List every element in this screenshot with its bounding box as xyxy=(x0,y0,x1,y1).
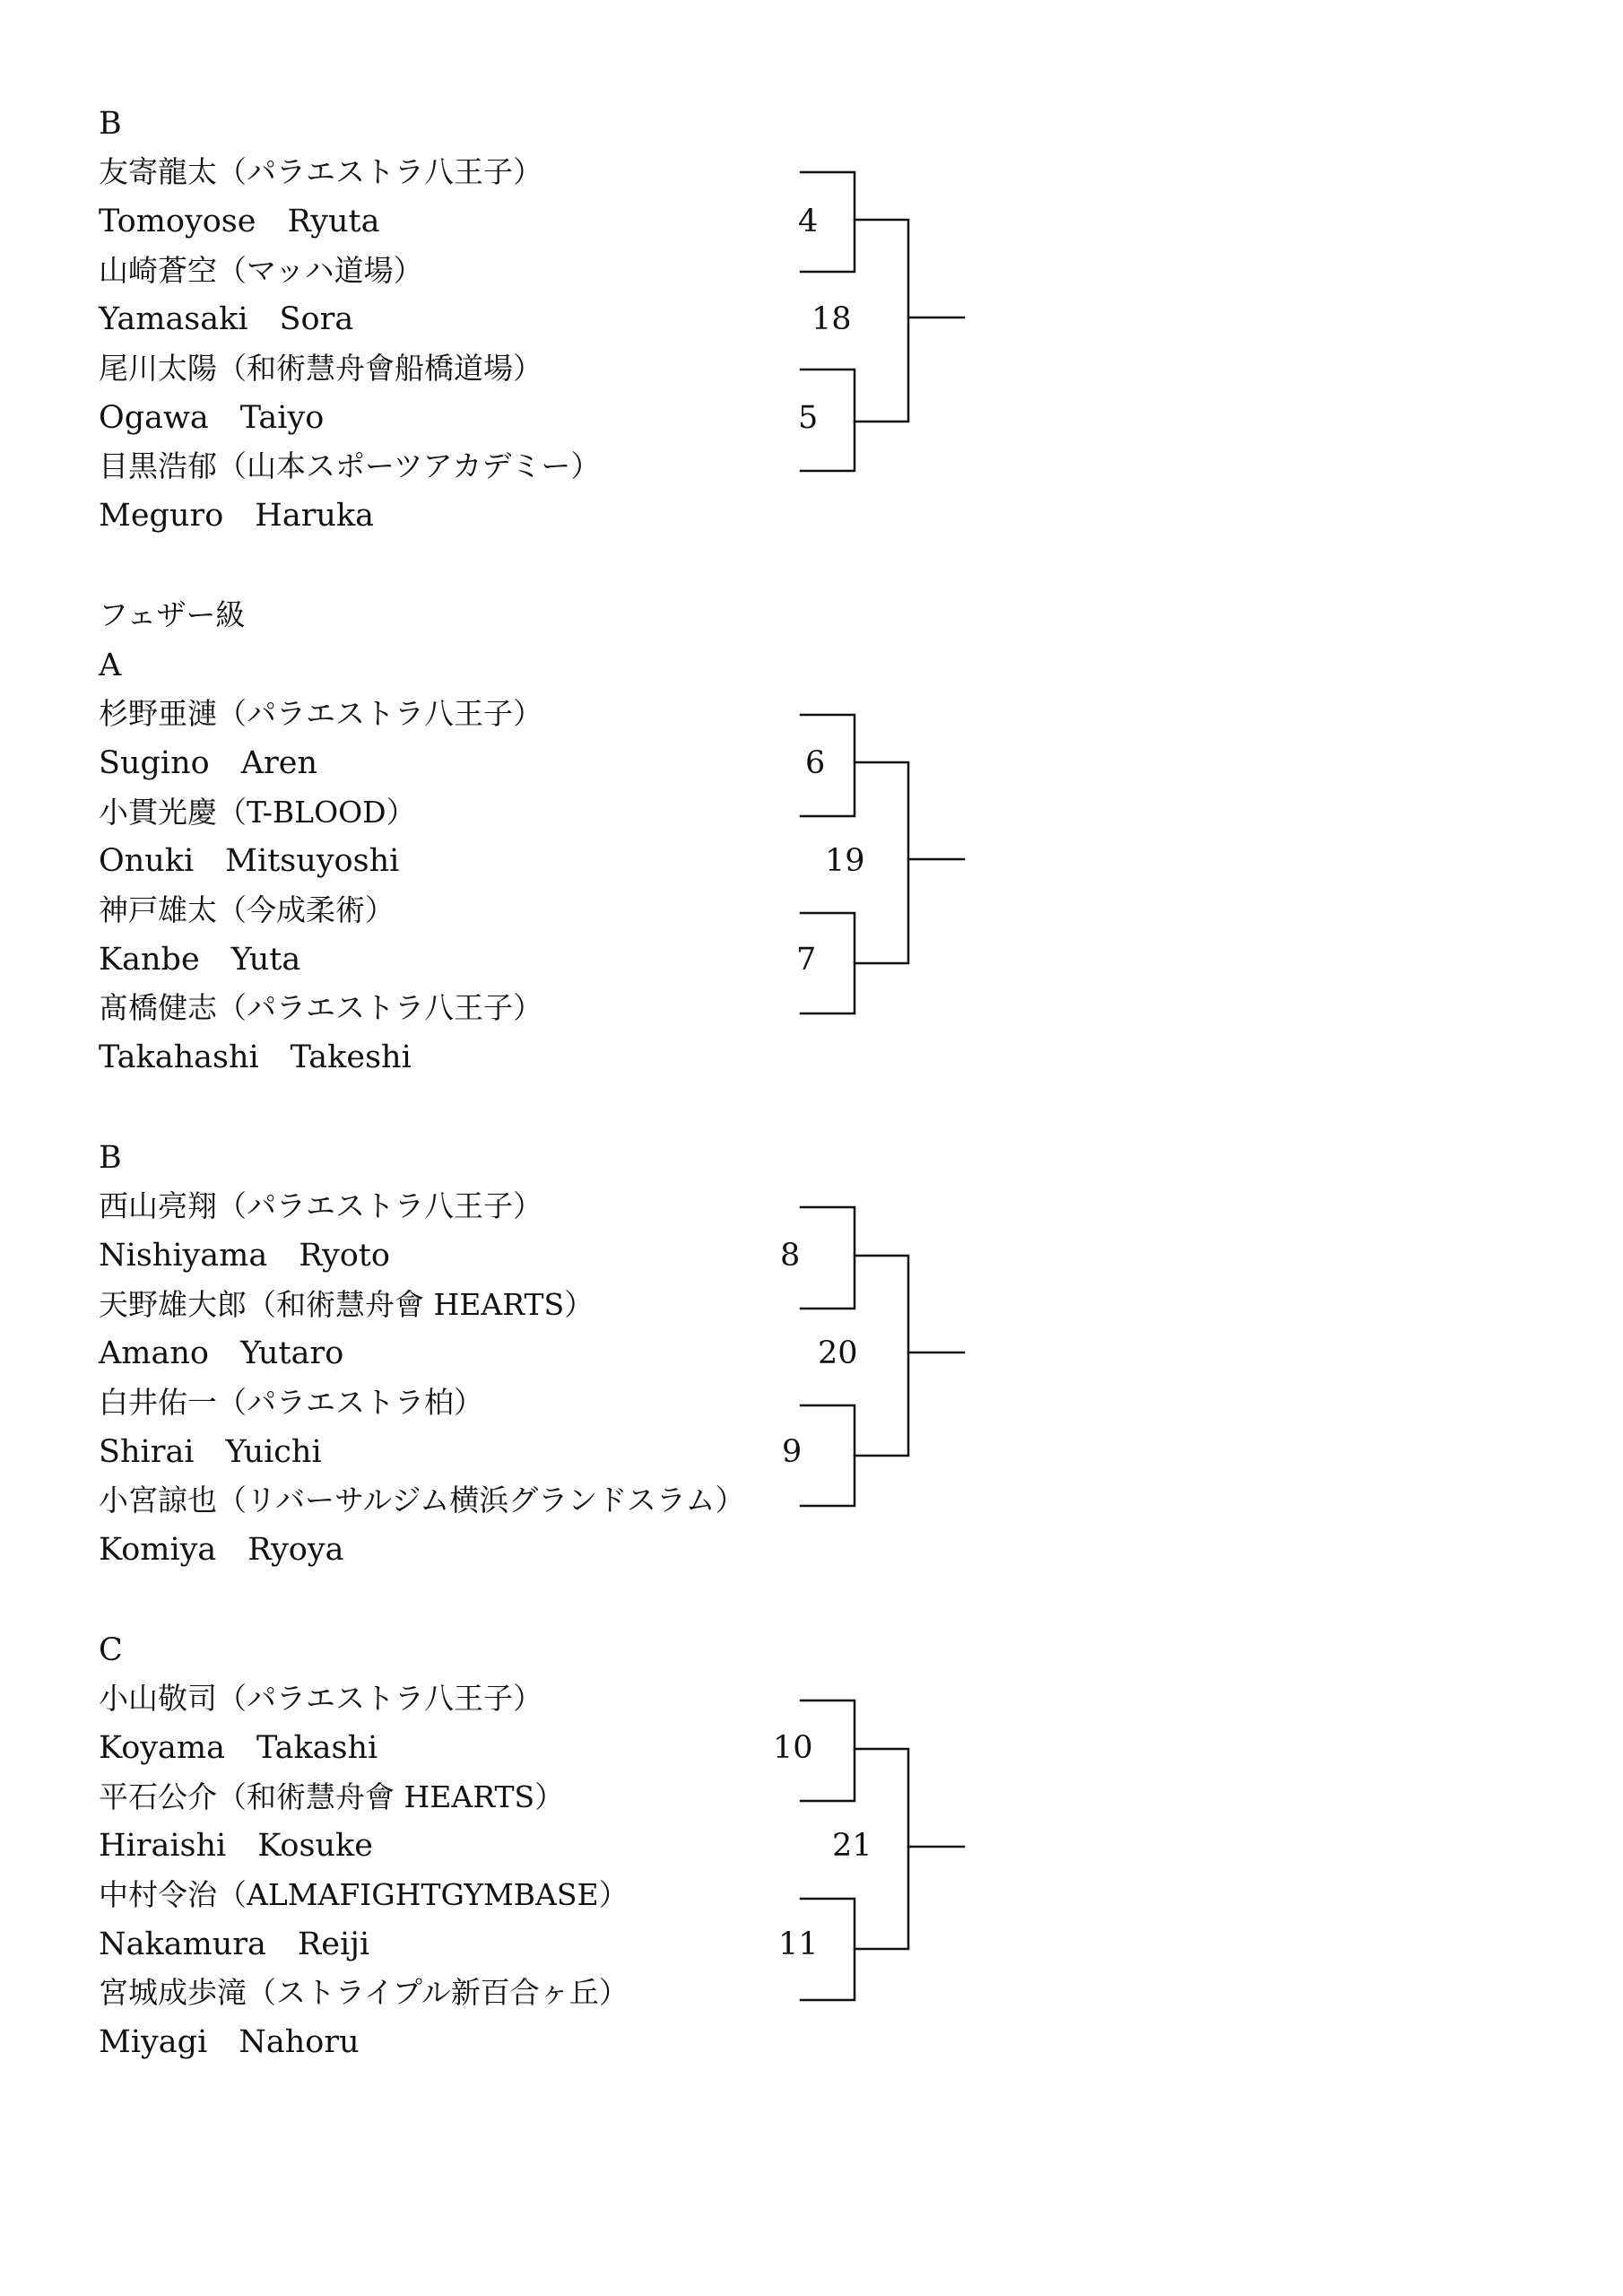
bracket-line xyxy=(801,1899,855,2000)
match-number: 19 xyxy=(825,843,865,879)
match-number: 7 xyxy=(796,942,817,978)
pool-label: A xyxy=(99,648,122,683)
bracket-line xyxy=(855,220,908,422)
bracket-section-4 xyxy=(801,1700,964,2000)
entrant-en-name: Shirai Yuichi xyxy=(99,1434,322,1470)
match-number: 20 xyxy=(818,1335,858,1371)
entrant-jp-name: 宮城成歩滝（ストライプル新百合ヶ丘） xyxy=(99,1975,629,2010)
bracket-line xyxy=(801,1207,855,1309)
match-number: 11 xyxy=(778,1926,819,1962)
entrant-en-name: Sugino Aren xyxy=(99,745,317,781)
match-number: 4 xyxy=(798,204,819,239)
entrant-en-name: Kanbe Yuta xyxy=(99,942,301,978)
match-number: 18 xyxy=(812,301,852,337)
entrant-jp-name: 中村令治（ALMAFIGHTGYMBASE） xyxy=(99,1877,629,1912)
bracket-line xyxy=(801,172,855,272)
pool-label: B xyxy=(99,106,122,142)
entrant-en-name: Yamasaki Sora xyxy=(99,301,354,337)
bracket-line xyxy=(855,762,908,963)
entrant-jp-name: 平石公介（和術慧舟會 HEARTS） xyxy=(99,1779,565,1814)
entrant-jp-name: 小宮諒也（リバーサルジム横浜グランドスラム） xyxy=(99,1483,745,1518)
entrant-en-name: Meguro Haruka xyxy=(99,498,375,534)
entrant-jp-name: 杉野亜漣（パラエストラ八王子） xyxy=(99,696,542,731)
entrant-en-name: Miyagi Nahoru xyxy=(99,2024,360,2060)
entrant-jp-name: 天野雄大郎（和術慧舟會 HEARTS） xyxy=(99,1287,595,1322)
entrant-jp-name: 髙橋健志（パラエストラ八王子） xyxy=(99,990,542,1025)
match-number: 8 xyxy=(780,1238,801,1274)
bracket-section-1 xyxy=(801,172,964,471)
bracket-section-2 xyxy=(801,715,964,1013)
entrant-en-name: Takahashi Takeshi xyxy=(99,1039,412,1075)
entrant-jp-name: 白井佑一（パラエストラ柏） xyxy=(99,1385,483,1420)
entrant-jp-name: 神戸雄太（今成柔術） xyxy=(99,892,395,927)
pool-label: C xyxy=(99,1632,123,1668)
bracket-line xyxy=(801,1405,855,1506)
entrant-jp-name: 小山敬司（パラエストラ八王子） xyxy=(99,1681,542,1716)
entrant-jp-name: 目黒浩郁（山本スポーツアカデミー） xyxy=(99,448,601,483)
entrant-jp-name: 小貫光慶（T-BLOOD） xyxy=(99,795,416,830)
bracket-line xyxy=(801,913,855,1013)
entrant-en-name: Onuki Mitsuyoshi xyxy=(99,843,400,879)
bracket-line xyxy=(801,1700,855,1801)
entrant-en-name: Koyama Takashi xyxy=(99,1730,378,1766)
pool-label: B xyxy=(99,1140,122,1176)
entrant-en-name: Nakamura Reiji xyxy=(99,1926,370,1962)
entrant-en-name: Amano Yutaro xyxy=(99,1335,344,1371)
weight-class-heading: フェザー級 xyxy=(99,597,246,632)
bracket-line xyxy=(855,1256,908,1456)
match-number: 21 xyxy=(832,1828,872,1864)
entrant-en-name: Komiya Ryoya xyxy=(99,1532,344,1568)
entrant-jp-name: 山崎蒼空（マッハ道場） xyxy=(99,253,423,288)
bracket-line xyxy=(801,370,855,471)
bracket-section-3 xyxy=(801,1207,964,1506)
entrant-en-name: Ogawa Taiyo xyxy=(99,400,325,436)
entrant-jp-name: 友寄龍太（パラエストラ八王子） xyxy=(99,154,542,189)
match-number: 10 xyxy=(773,1730,813,1766)
bracket-line xyxy=(855,1749,908,1949)
entrant-en-name: Nishiyama Ryoto xyxy=(99,1238,390,1274)
entrant-en-name: Hiraishi Kosuke xyxy=(99,1828,373,1864)
match-number: 6 xyxy=(805,745,826,781)
match-number: 9 xyxy=(782,1434,803,1470)
entrant-jp-name: 尾川太陽（和術慧舟會船橋道場） xyxy=(99,351,542,386)
entrant-jp-name: 西山亮翔（パラエストラ八王子） xyxy=(99,1188,542,1223)
entrant-en-name: Tomoyose Ryuta xyxy=(99,204,380,239)
match-number: 5 xyxy=(798,400,819,436)
bracket-line xyxy=(801,715,855,816)
